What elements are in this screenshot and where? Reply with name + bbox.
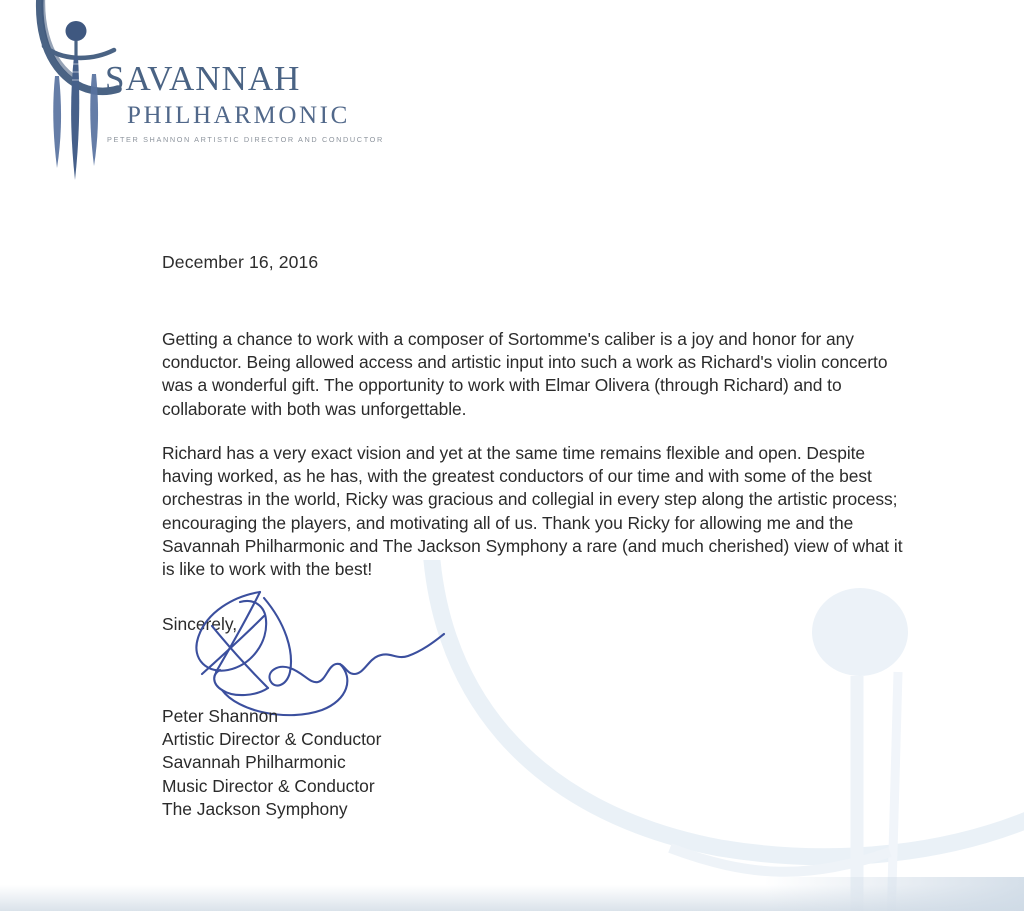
wordmark-subtitle: PHILHARMONIC — [127, 102, 350, 129]
signer-details — [162, 705, 381, 821]
signature-block — [162, 614, 237, 635]
wordmark-tagline: PETER SHANNON ARTISTIC DIRECTOR AND CONDUCTOR — [107, 135, 384, 144]
handwritten-signature — [182, 586, 482, 721]
scan-edge-shadow — [0, 885, 1024, 911]
wordmark — [105, 45, 405, 144]
logo-watermark — [420, 560, 1024, 911]
letter-date: December 16, 2016 — [162, 252, 319, 272]
scan-corner-shadow — [764, 877, 1024, 911]
signer-organization-1: Savannah Philharmonic — [162, 752, 346, 773]
signer-organization-2: The Jackson Symphony — [162, 798, 348, 819]
letter-paragraph: Richard has a very exact vision and yet at the same time remains flexible and open. Despite having worked, as he has, with the greatest conductors of our time and with some of the best orchestras in the world, Ricky was gracious and collegial in every step along the artistic process; encouraging the players, and motivating all of us. Thank you Ricky for allowing me and the Savannah Philharmonic and The Jackson Symphony a rare (and much cherished) view of what it is like to work with the best! — [162, 442, 903, 580]
signer-title-2: Music Director & Conductor — [162, 775, 375, 796]
letter-body — [162, 252, 912, 599]
letter-paragraph: Getting a chance to work with a composer of Sortomme's caliber is a joy and honor for any conductor. Being allowed access and artistic input into such a work as Richard's violin concerto was a wonderful gift. The opportunity to work with Elmar Olivera (through Richard) and to collaborate with both was unforgettable. — [162, 329, 888, 419]
signer-name: Peter Shannon — [162, 706, 279, 726]
salutation: Sincerely, — [162, 614, 238, 634]
signer-title-1: Artistic Director & Conductor — [162, 729, 382, 750]
letterhead — [0, 0, 420, 195]
wordmark-organization: savannah — [105, 45, 301, 101]
